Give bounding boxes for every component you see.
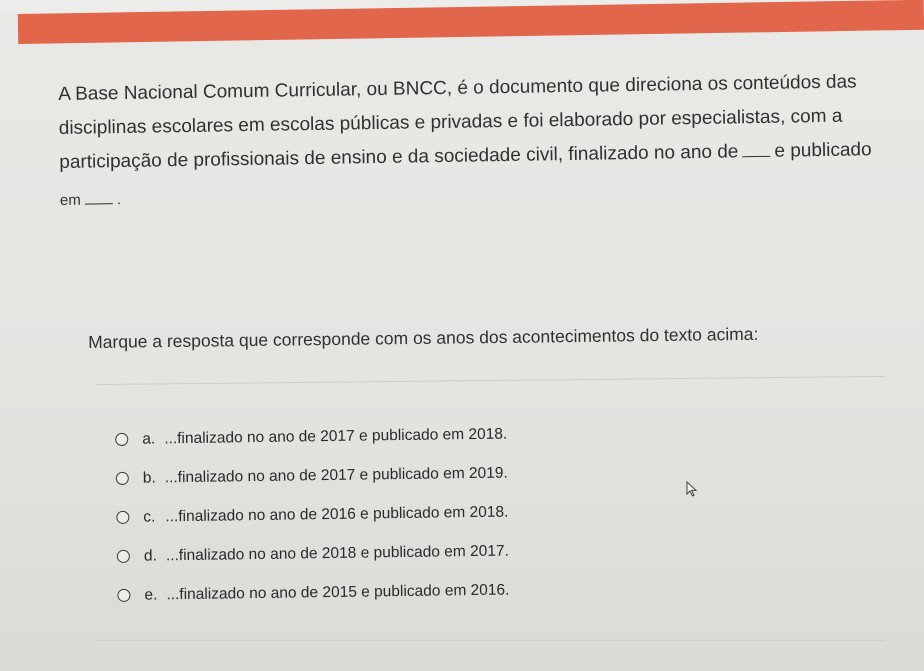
answer-options [115, 415, 510, 615]
option-d-text: ...finalizado no ano de 2018 e publicado em 2017. [165, 542, 509, 564]
option-d-letter: d. [143, 546, 157, 565]
divider [96, 376, 886, 385]
option-a-text: ...finalizado no ano de 2017 e publicado em 2018. [164, 425, 508, 447]
answer-prompt: Marque a resposta que corresponde com os anos dos acontecimentos do texto acima: [88, 323, 759, 352]
radio-b[interactable] [116, 472, 129, 485]
question-text [58, 65, 910, 218]
option-a-letter: a. [142, 429, 156, 448]
option-e[interactable] [117, 571, 509, 615]
mouse-pointer-icon [686, 481, 698, 497]
question-line-3-start: participação de profissionais de ensino e da sociedade civil, finalizado no ano de [59, 141, 739, 173]
option-c[interactable] [116, 493, 508, 537]
radio-c[interactable] [116, 511, 129, 524]
option-c-letter: c. [143, 507, 156, 526]
option-d[interactable] [117, 532, 509, 576]
question-line-4-start: em [59, 191, 81, 209]
radio-e[interactable] [117, 589, 130, 602]
blank-year-published [85, 189, 113, 204]
radio-a[interactable] [115, 433, 128, 446]
option-e-text: ...finalizado no ano de 2015 e publicado em 2016. [166, 581, 510, 603]
option-b-letter: b. [142, 468, 156, 487]
option-b-text: ...finalizado no ano de 2017 e publicado em 2019. [164, 464, 508, 486]
bottom-divider [96, 640, 886, 641]
option-a[interactable] [115, 415, 507, 459]
option-c-text: ...finalizado no ano de 2016 e publicado em 2018. [165, 503, 509, 525]
blank-year-finalized [742, 142, 770, 157]
radio-d[interactable] [117, 550, 130, 563]
question-line-2: disciplinas escolares em escolas públicas e privadas e foi elaborado por especialistas, com a [58, 105, 843, 139]
option-e-letter: e. [144, 585, 158, 604]
option-b[interactable] [116, 454, 508, 498]
question-line-4-end: . [116, 191, 122, 209]
question-line-1: A Base Nacional Comum Curricular, ou BNCC, é o documento que direciona os conteúdos das [58, 71, 857, 105]
question-line-3-end: e publicado [774, 139, 872, 162]
